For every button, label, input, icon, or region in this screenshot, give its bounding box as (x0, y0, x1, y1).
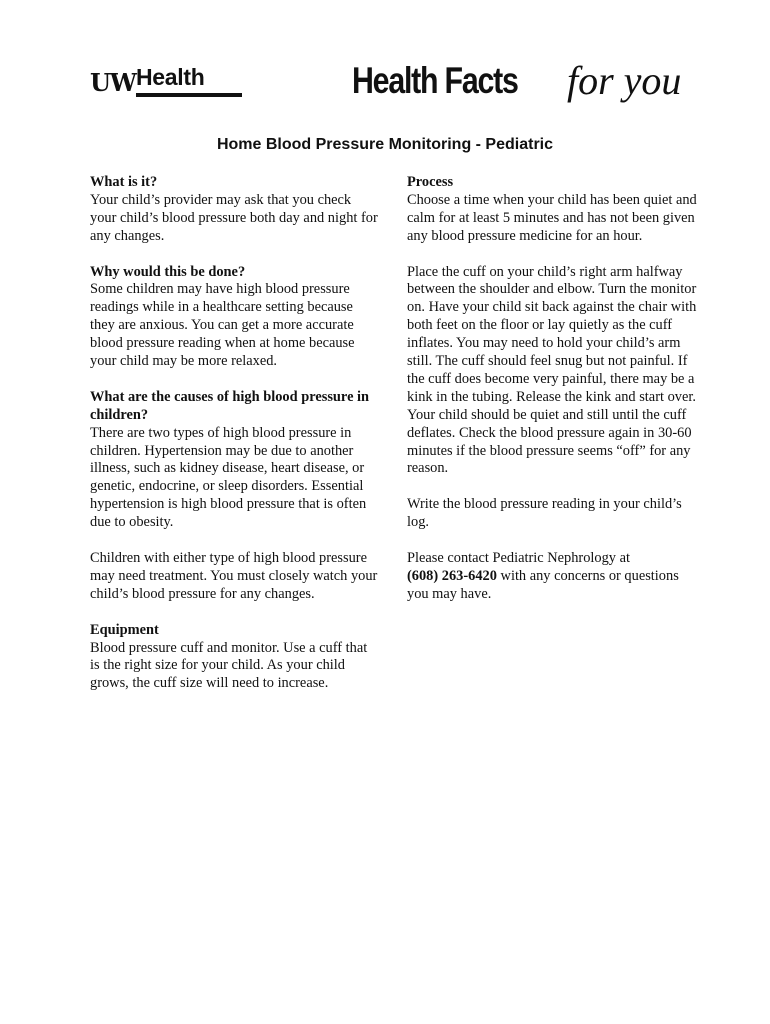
right-column (407, 174, 697, 622)
section-process (407, 174, 697, 604)
section-body: Some children may have high blood pressure readings while in a healthcare setting because they are anxious. You can get a more accurate blood pressure reading when at home because your child may be more relaxed. (90, 281, 355, 370)
contact-prefix: Please contact Pediatric Nephrology at (407, 549, 630, 566)
contact-suffix: with any concerns or questions you may have. (407, 567, 679, 602)
process-step-2: Place the cuff on your child’s right arm halfway between the shoulder and elbow. Turn the monitor on. Have your child sit back against the chair with both feet on the floor or lay quietly as the cuff inflates. You may need to hold your child’s arm still. The cuff should feel snug but not painful. If the cuff does become very painful, there may be a kink in the tubing. Release the kink and start over. Your child should be quiet and still until the cuff deflates. Check the blood pressure again in 30-60 minutes if the blood pressure seems “off” for any reason. (407, 263, 697, 477)
logo-underline (136, 93, 242, 97)
process-step-1: Choose a time when your child has been quiet and calm for at least 5 minutes and has not been given any blood pressure medicine for an hour. (407, 191, 697, 244)
logo-uw-text: UW (90, 68, 136, 97)
section-heading: What is it? (90, 174, 158, 190)
section-what-is-it (90, 174, 380, 246)
section-body: Your child’s provider may ask that you check your child’s blood pressure both day and night for any changes. (90, 191, 378, 244)
section-equipment (90, 622, 380, 694)
section-causes (90, 389, 380, 604)
left-column (90, 174, 380, 711)
section-why-done (90, 264, 380, 371)
section-heading: Equipment (90, 621, 159, 638)
section-heading: Process (407, 174, 454, 190)
contact-paragraph (407, 550, 697, 604)
section-heading: Why would this be done? (90, 263, 246, 280)
banner-health-facts: Health Facts (352, 60, 518, 101)
section-heading: What are the causes of high blood pressure in children? (90, 388, 370, 423)
process-step-3: Write the blood pressure reading in your child’s log. (407, 496, 682, 531)
uw-health-logo (90, 64, 242, 100)
phone-number: (608) 263-6420 (407, 567, 497, 584)
logo-health-text: Health (136, 64, 205, 90)
page-title: Home Blood Pressure Monitoring - Pediatric (216, 136, 554, 153)
health-facts-banner (352, 58, 682, 103)
section-body-2: Children with either type of high blood pressure may need treatment. You must closely watch your child’s blood pressure for any changes. (90, 549, 378, 602)
section-body: Blood pressure cuff and monitor. Use a cuff that is the right size for your child. As your child grows, the cuff size will need to increase. (90, 639, 368, 692)
section-body: There are two types of high blood pressure in children. Hypertension may be due to another illness, such as kidney disease, heart disease, or genetic, endocrine, or sleep disorders. Essential hypertension is high blood pressure that is often due to obesity. (90, 424, 367, 531)
banner-for-you: for you (567, 58, 682, 103)
